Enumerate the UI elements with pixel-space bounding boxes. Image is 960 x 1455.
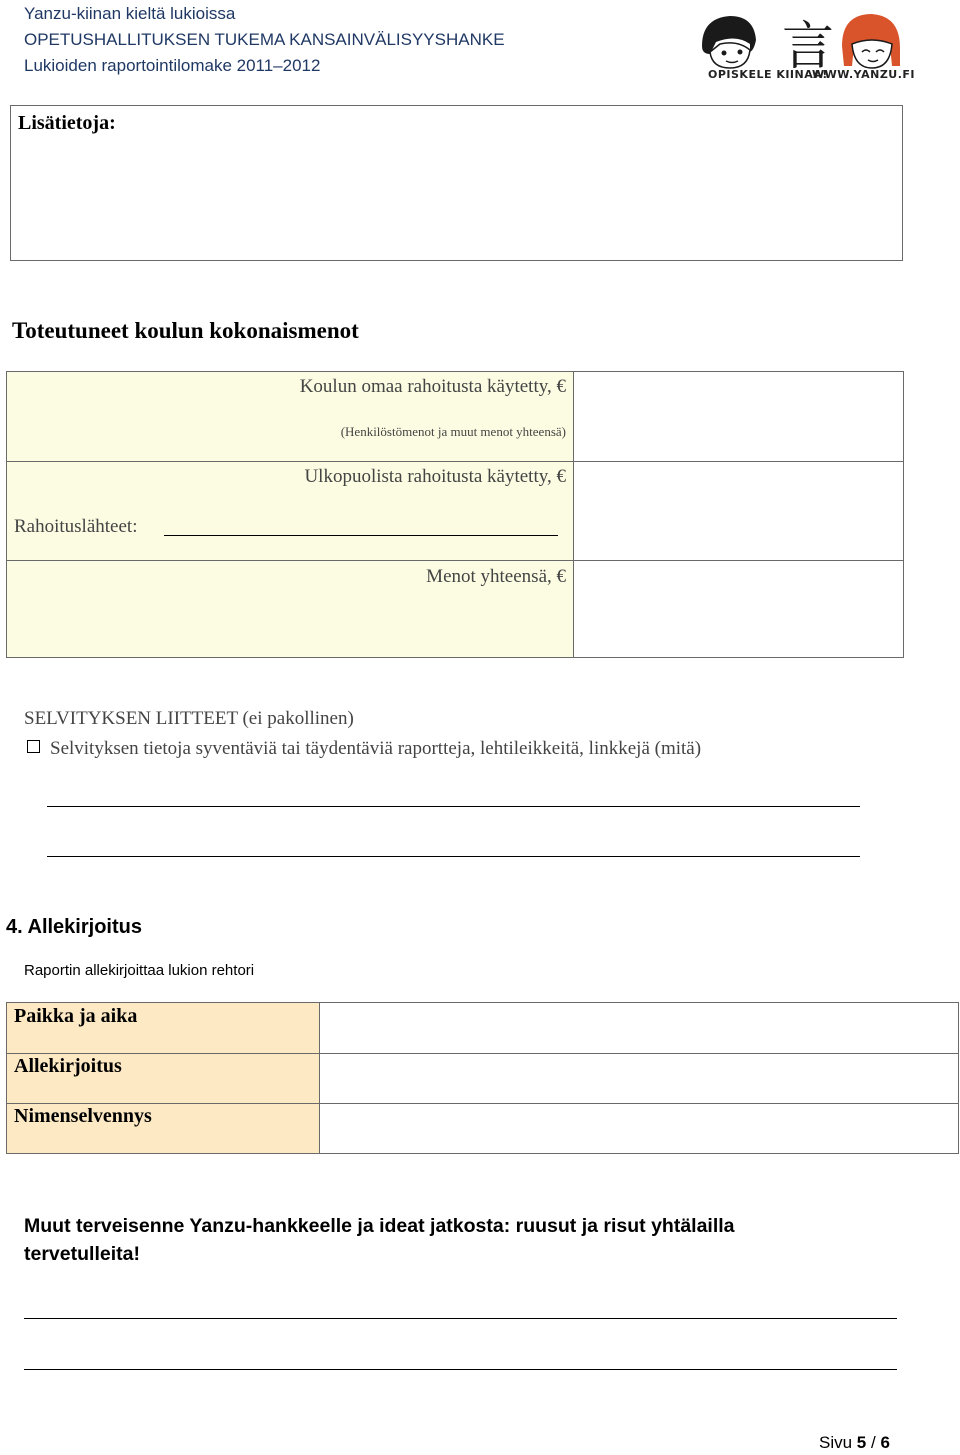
attachments-input-line[interactable] — [47, 806, 860, 807]
expenses-label-column — [7, 372, 574, 657]
page-number — [819, 1433, 890, 1453]
current-page: 5 — [856, 1433, 867, 1452]
header-project-type: OPETUSHALLITUKSEN TUKEMA KANSAINVÄLISYYSHANKE — [24, 30, 505, 49]
signature-subtitle: Raportin allekirjoittaa lukion rehtori — [24, 962, 255, 979]
own-funding-note: (Henkilöstömenot ja muut menot yhteensä) — [340, 424, 566, 439]
logo-character: 言 — [782, 17, 835, 77]
name-clarification-label: Nimenselvennys — [14, 1105, 152, 1127]
logo-caption-right: WWW.YANZU.FI — [812, 68, 916, 81]
own-funding-label: Koulun omaa rahoitusta käytetty, € — [299, 376, 566, 397]
signature-label: Allekirjoitus — [14, 1055, 122, 1077]
page-prefix: Sivu — [819, 1433, 857, 1452]
total-expenses-value-cell[interactable] — [574, 560, 903, 657]
closing-message: Muut terveisenne Yanzu-hankkeelle ja ideat jatkosta: ruusut ja risut yhtälailla tervetulleita! — [24, 1215, 735, 1265]
total-pages: 6 — [880, 1433, 890, 1452]
signature-section-title: 4. Allekirjoitus — [6, 916, 142, 938]
header-project-name: Yanzu-kiinan kieltä lukioissa — [24, 4, 236, 23]
funding-sources-input-line[interactable] — [164, 535, 558, 536]
expenses-section-title: Toteutuneet koulun kokonaismenot — [12, 318, 359, 343]
expenses-table — [6, 371, 904, 658]
additional-info-box[interactable] — [10, 105, 903, 261]
boy-face-icon — [702, 16, 756, 68]
header-form-title: Lukioiden raportointilomake 2011–2012 — [24, 56, 321, 75]
attachments-input-line[interactable] — [47, 856, 860, 857]
own-funding-value-cell[interactable] — [574, 372, 903, 461]
place-and-date-field[interactable] — [320, 1003, 958, 1053]
attachments-checkbox-label: Selvityksen tietoja syventäviä tai täydentäviä raportteja, lehtileikkeitä, linkkejä (mitä) — [50, 738, 702, 759]
signature-label-column — [7, 1003, 320, 1153]
signature-table — [6, 1002, 959, 1154]
feedback-input-line[interactable] — [24, 1369, 897, 1370]
funding-sources-label: Rahoituslähteet: — [14, 516, 138, 537]
feedback-input-line[interactable] — [24, 1318, 897, 1319]
place-and-date-label: Paikka ja aika — [14, 1005, 138, 1027]
additional-info-label: Lisätietoja: — [18, 112, 116, 134]
logo-caption-left: OPISKELE KIINAA! — [708, 68, 828, 81]
external-funding-label: Ulkopuolista rahoitusta käytetty, € — [304, 466, 566, 487]
name-clarification-field[interactable] — [320, 1103, 958, 1153]
external-funding-value-cell[interactable] — [574, 461, 903, 560]
page-separator: / — [866, 1433, 881, 1452]
total-expenses-label: Menot yhteensä, € — [426, 566, 566, 587]
attachments-checkbox[interactable] — [27, 740, 40, 753]
attachments-title: SELVITYKSEN LIITTEET (ei pakollinen) — [24, 708, 354, 729]
signature-field[interactable] — [320, 1053, 958, 1103]
girl-face-icon — [842, 14, 900, 68]
